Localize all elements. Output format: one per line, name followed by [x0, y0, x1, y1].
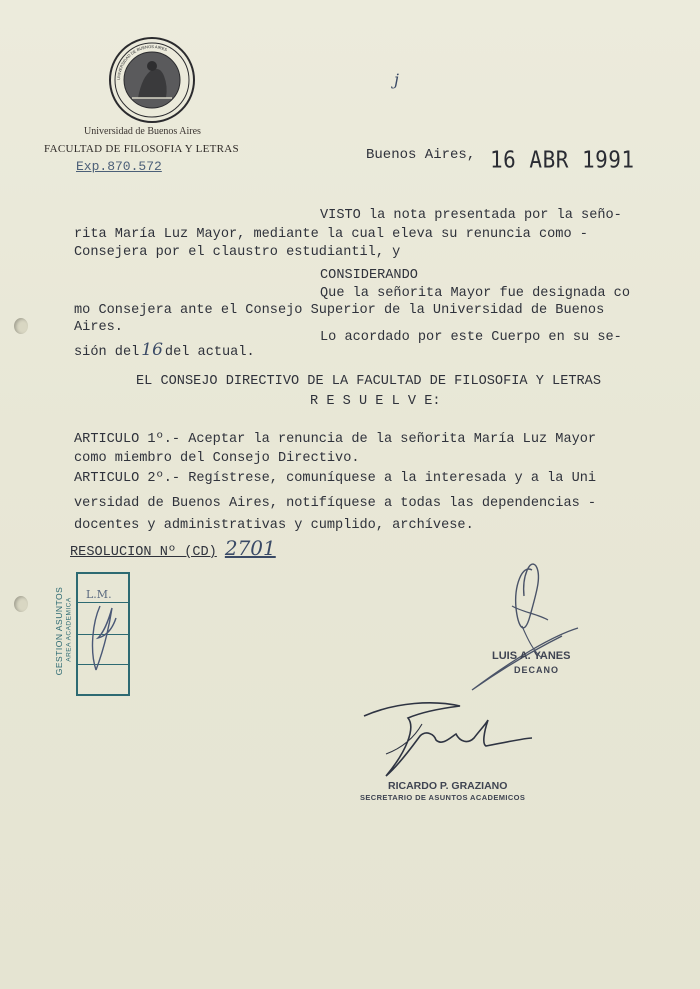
- visto-line-3: Consejera por el claustro estudiantil, y: [74, 245, 401, 260]
- visto-line-1: VISTO la nota presentada por la seño-: [320, 208, 622, 223]
- acordado-line-1: Lo acordado por este Cuerpo en su se-: [320, 330, 622, 345]
- acordado-line-2: [74, 340, 255, 360]
- articulo-2-line-2: versidad de Buenos Aires, notifíquese a todas las dependencias -: [74, 496, 597, 511]
- dean-signature-icon: [452, 556, 592, 696]
- resuelve-heading: R E S U E L V E:: [310, 394, 441, 409]
- faculty-name: FACULTAD DE FILOSOFIA Y LETRAS: [44, 143, 239, 155]
- resolution-number-line: [70, 536, 276, 560]
- handwritten-mark: j: [394, 70, 399, 89]
- articulo-2-line-1: ARTICULO 2º.- Regístrese, comuníquese a la interesada y a la Uni: [74, 471, 597, 486]
- dateline-place: Buenos Aires,: [366, 147, 476, 163]
- secretary-title: SECRETARIO DE ASUNTOS ACADEMICOS: [360, 793, 526, 802]
- stamp-side-line-2: AREA ACADEMICA: [65, 597, 73, 662]
- acordado-text-a: sión del: [74, 345, 140, 360]
- punch-hole-top: [14, 318, 28, 334]
- acordado-text-b: del actual.: [164, 345, 255, 360]
- articulo-1-line-1: ARTICULO 1º.- Aceptar la renuncia de la señorita María Luz Mayor: [74, 432, 597, 447]
- date-stamp: 16 ABR 1991: [490, 146, 635, 174]
- gestion-stamp-box: [76, 572, 130, 696]
- considerando-heading: CONSIDERANDO: [320, 268, 418, 283]
- resolution-label: RESOLUCION Nº (CD): [70, 545, 217, 560]
- considerando-line-3: Aires.: [74, 320, 123, 335]
- articulo-1-line-2: como miembro del Consejo Directivo.: [74, 451, 360, 466]
- consejo-heading: EL CONSEJO DIRECTIVO DE LA FACULTAD DE FILOSOFIA Y LETRAS: [136, 374, 601, 389]
- university-seal-icon: [108, 36, 196, 124]
- university-name: Universidad de Buenos Aires: [84, 126, 201, 137]
- seal-text: UNIVERSIDAD DE BUENOS AIRES: [115, 43, 168, 81]
- resolution-number-handwritten: 2701: [224, 536, 276, 560]
- dean-name: LUIS A. YANES: [492, 650, 571, 662]
- stamp-initials: L.M.: [86, 588, 112, 601]
- acordado-day-handwritten: 16: [141, 340, 163, 360]
- stamp-side-text: [44, 582, 74, 692]
- dean-title: DECANO: [514, 665, 560, 675]
- file-number: Exp.870.572: [76, 159, 162, 174]
- visto-line-2: rita María Luz Mayor, mediante la cual eleva su renuncia como -: [74, 227, 588, 242]
- considerando-line-1: Que la señorita Mayor fue designada co: [320, 286, 630, 301]
- articulo-2-line-3: docentes y administrativas y cumplido, archívese.: [74, 518, 474, 533]
- stamp-side-line-1: GESTION ASUNTOS: [54, 586, 64, 676]
- stamp-signature-icon: [78, 574, 128, 694]
- punch-hole-bottom: [14, 596, 28, 612]
- considerando-line-2: mo Consejera ante el Consejo Superior de la Universidad de Buenos: [74, 303, 605, 318]
- secretary-signature-icon: [356, 694, 546, 786]
- secretary-name: RICARDO P. GRAZIANO: [388, 780, 508, 792]
